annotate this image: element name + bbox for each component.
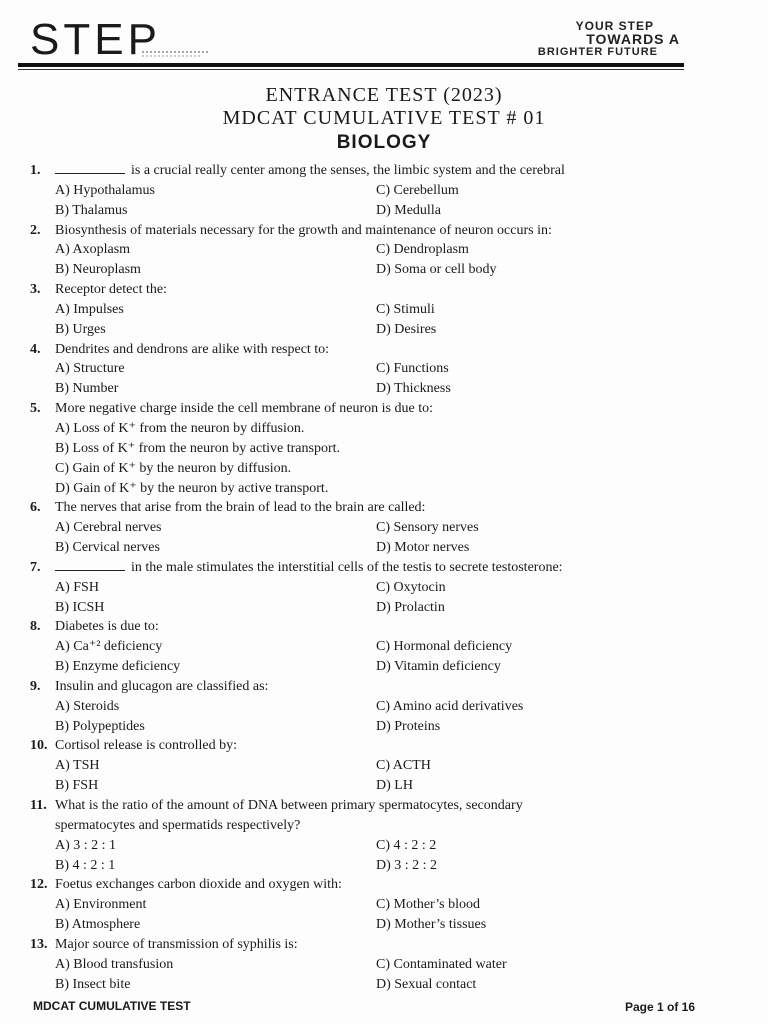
question-stem: Biosynthesis of materials necessary for the growth and maintenance of neuron occurs in: [55,222,552,238]
option-d: D) Mother’s tissues [376,917,487,933]
option-row [30,756,750,776]
test-title: ENTRANCE TEST (2023) [265,84,503,106]
option-row [30,320,750,340]
svg-text:STEP: STEP [30,15,161,62]
option-a: A) Impulses [55,301,124,317]
page-footer [0,996,768,1020]
option-c: C) Contaminated water [376,956,507,972]
question-stem: What is the ratio of the amount of DNA between primary spermatocytes, secondary [55,798,523,813]
option-row [30,717,750,737]
question-item [30,736,750,796]
option-c: C) Gain of K⁺ by the neuron by diffusion. [55,460,292,476]
option-a: A) FSH [55,579,99,595]
option-row [30,578,750,598]
option-c: C) Sensory nerves [376,520,479,536]
option-b: B) Atmosphere [55,917,141,933]
option-row [30,359,750,379]
option-row [30,776,750,796]
question-stem: More negative charge inside the cell membrane of neuron is due to: [55,401,433,417]
option-c: C) Hormonal deficiency [376,639,513,655]
question-stem: Insulin and glucagon are classified as: [55,678,269,694]
question-text [55,340,750,360]
option-row [30,260,750,280]
question-stem: is a crucial really center among the senses, the limbic system and the cerebral [131,163,565,178]
option-c: C) Stimuli [376,301,435,317]
option-row [30,697,750,717]
option-a: A) Ca⁺² deficiency [55,639,163,655]
question-number: 2. [30,222,41,238]
option-d: D) Thickness [376,381,451,397]
option-d: D) Vitamin deficiency [376,659,501,675]
option-d: D) Proteins [376,718,441,734]
option-b: B) Urges [55,321,106,337]
option-b: B) Enzyme deficiency [55,659,181,675]
step-logo [30,12,210,62]
option-row [30,657,750,677]
option-b: B) Insect bite [55,976,131,992]
option-b: B) Cervical nerves [55,540,160,556]
option-c: C) Oxytocin [376,579,446,595]
question-item [30,617,750,677]
tagline [537,19,680,59]
question-item [30,399,750,498]
question-stem: Receptor detect the: [55,282,167,298]
tagline-line-3: BRIGHTER FUTURE [537,46,658,58]
option-b: B) Neuroplasm [55,262,141,278]
answer-blank [55,162,125,174]
option-a: A) Steroids [55,698,120,714]
question-item [30,796,750,875]
question-number: 4. [30,341,41,357]
question-text [55,796,750,816]
test-subtitle: MDCAT CUMULATIVE TEST # 01 [222,107,546,129]
option-row [30,836,750,856]
question-number: 7. [30,559,41,575]
question-item [30,558,750,618]
question-stem: The nerves that arise from the brain of lead to the brain are called: [55,500,426,516]
question-number: 9. [30,678,41,694]
question-list [30,161,750,994]
option-b: B) Number [55,381,119,397]
option-c: C) Dendroplasm [376,242,469,258]
title-block [0,84,768,154]
option-a: A) 3 : 2 : 1 [55,837,117,853]
question-text-continued: spermatocytes and spermatids respectively? [55,817,301,833]
option-row [30,598,750,618]
question-number: 12. [30,877,48,893]
question-text [55,935,750,955]
question-number: 3. [30,282,41,298]
question-number: 5. [30,401,41,417]
option-d: D) 3 : 2 : 2 [376,857,438,873]
tagline-line-2: TOWARDS A [586,31,680,47]
option-d: D) LH [376,778,413,794]
option-b: B) Polypeptides [55,718,145,734]
option-c: C) Cerebellum [376,182,459,198]
page-number: Page 1 of 16 [624,1000,695,1014]
option-a: A) Hypothalamus [55,182,155,198]
option-row [30,181,750,201]
page-header [0,0,768,75]
option-a: A) Loss of K⁺ from the neuron by diffusion. [55,420,305,436]
option-b: B) Thalamus [55,202,128,218]
question-stem: Major source of transmission of syphilis is: [55,936,298,952]
question-stem: Cortisol release is controlled by: [55,738,237,754]
header-rule [18,63,684,67]
option-b: B) FSH [55,778,99,794]
footer-title: MDCAT CUMULATIVE TEST [33,999,191,1013]
question-item [30,935,750,995]
option-d: D) Prolactin [376,599,445,615]
option-a: A) Structure [55,361,125,377]
tagline-line-1: YOUR STEP [575,19,654,33]
question-stem: Dendrites and dendrons are alike with respect to: [55,341,330,357]
question-number: 6. [30,500,41,516]
subject-heading: BIOLOGY [336,132,432,153]
question-item [30,221,750,281]
question-number: 8. [30,619,41,635]
question-number: 13. [30,936,48,952]
question-text [55,677,750,697]
option-row [30,240,750,260]
option-d: D) Motor nerves [376,540,470,556]
question-text [55,161,750,181]
question-text [55,736,750,756]
option-d: D) Sexual contact [376,976,477,992]
option-a: A) Axoplasm [55,242,131,258]
option-row [30,538,750,558]
option-row [30,955,750,975]
header-rule-thin [18,69,684,70]
option-a: A) Blood transfusion [55,956,174,972]
option-d: D) Gain of K⁺ by the neuron by active transport. [55,480,329,496]
option-c: C) ACTH [376,758,431,774]
option-b: B) 4 : 2 : 1 [55,857,116,873]
question-item [30,280,750,340]
option-c: C) 4 : 2 : 2 [376,837,437,853]
question-text [55,221,750,241]
question-stem: Diabetes is due to: [55,619,159,635]
question-number: 10. [30,738,48,754]
option-a: A) TSH [55,758,100,774]
question-item [30,498,750,558]
question-text [55,399,750,419]
option-row [30,379,750,399]
question-stem: in the male stimulates the interstitial cells of the testis to secrete testosterone: [131,559,563,575]
option-row [30,300,750,320]
option-row [30,915,750,935]
question-item [30,677,750,737]
question-stem: Foetus exchanges carbon dioxide and oxygen with: [55,877,342,893]
question-item [30,875,750,935]
option-d: D) Medulla [376,202,441,218]
option-a: A) Environment [55,897,147,913]
question-text [55,558,750,578]
question-text [55,280,750,300]
question-number: 11. [30,798,47,813]
option-row [30,895,750,915]
question-number: 1. [30,163,41,178]
option-row [30,518,750,538]
option-row [30,637,750,657]
option-b: B) Loss of K⁺ from the neuron by active transport. [55,440,340,456]
question-text [55,875,750,895]
option-d: D) Soma or cell body [376,262,497,278]
option-row [30,975,750,995]
option-b: B) ICSH [55,599,105,615]
option-d: D) Desires [376,321,437,337]
option-row [30,856,750,876]
option-c: C) Amino acid derivatives [376,698,524,714]
answer-blank [55,559,125,571]
option-c: C) Functions [376,361,449,377]
option-row [30,201,750,221]
question-text [55,617,750,637]
option-a: A) Cerebral nerves [55,520,162,536]
question-item [30,161,750,221]
question-text [55,498,750,518]
question-item [30,340,750,400]
option-c: C) Mother’s blood [376,897,480,913]
